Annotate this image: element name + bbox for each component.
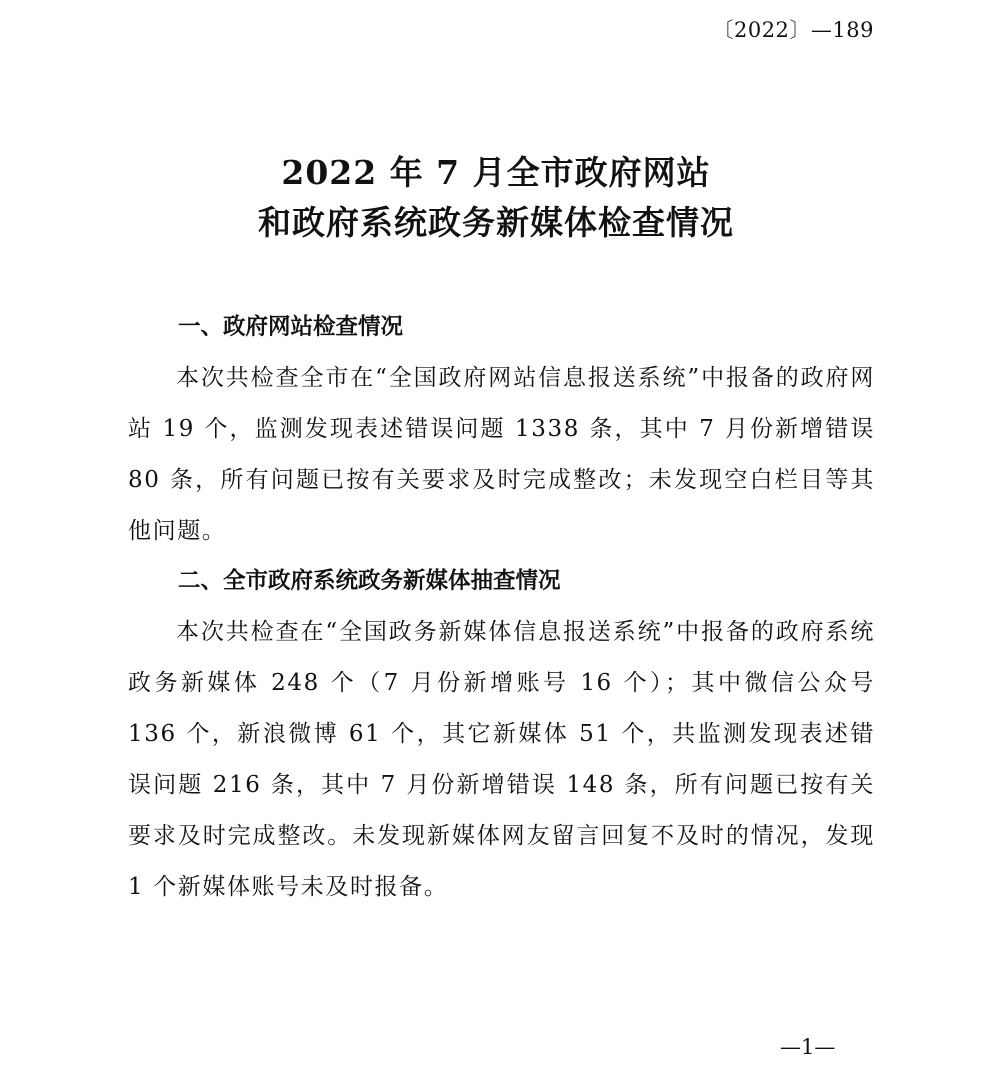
section-1-heading: 一、政府网站检查情况 bbox=[178, 314, 404, 340]
section-1-paragraph: 本次共检查全市在“全国政府网站信息报送系统”中报备的政府网站 19 个，监测发现表述错误问题 1338 条，其中 7 月份新增错误 80 条，所有问题已按有关要求及时完成整改；未发现空白栏目等其他问题。 bbox=[128, 365, 875, 544]
title-line-1: 2022 年 7 月全市政府网站 bbox=[281, 153, 711, 192]
section-2-heading: 二、全市政府系统政务新媒体抽查情况 bbox=[178, 568, 561, 594]
document-number: 〔2022〕—189 bbox=[712, 18, 874, 42]
document-body bbox=[128, 307, 875, 913]
title-line-2: 和政府系统政务新媒体检查情况 bbox=[258, 203, 734, 242]
section-2-paragraph: 本次共检查在“全国政务新媒体信息报送系统”中报备的政府系统政务新媒体 248 个（7 月份新增账号 16 个）；其中微信公众号 136 个，新浪微博 61 个，其它新媒体 51 个，共监测发现表述错误问题 216 条，其中 7 月份新增错误 148 条，所有问题已按有关要求及时完成整改。未发现新媒体网友留言回复不及时的情况，发现 1 个新媒体账号未及时报备。 bbox=[128, 619, 875, 900]
page-number: —1— bbox=[780, 1035, 836, 1059]
document-title bbox=[0, 148, 992, 248]
